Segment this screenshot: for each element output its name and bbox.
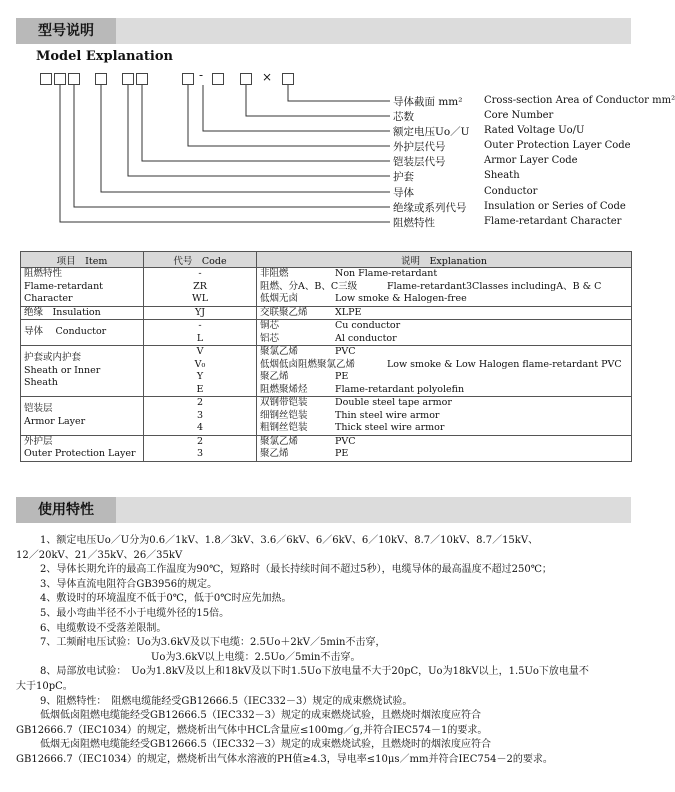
explanation-line xyxy=(257,293,631,306)
explanation-en: Flame-retardant polyolefin xyxy=(335,383,465,395)
explanation-en: XLPE xyxy=(335,306,362,318)
explanation-line xyxy=(257,436,631,449)
table-cell-item xyxy=(21,268,144,307)
explanation-zh: 聚氯乙烯 xyxy=(260,435,299,447)
legend-en-6: Conductor xyxy=(484,186,538,197)
legend-en-8: Flame-retardant Character xyxy=(484,216,622,227)
explanation-zh: 铝芯 xyxy=(260,332,280,344)
item-line: 绝缘 Insulation xyxy=(24,306,101,318)
explanation-zh: 阻燃聚烯烃 xyxy=(260,383,308,395)
table-cell-item xyxy=(21,435,144,461)
legend-en-2: Rated Voltage Uo/U xyxy=(484,125,585,136)
explanation-en: Cu conductor xyxy=(335,320,401,331)
usage-line: 6、电缆敷设不受落差限制。 xyxy=(40,622,167,634)
explanation-line xyxy=(257,320,631,333)
explanation-zh: 交联聚乙烯 xyxy=(260,306,308,318)
explanation-en: Thick steel wire armor xyxy=(335,422,445,433)
usage-line: 大于10pC。 xyxy=(16,680,73,692)
table-row xyxy=(21,435,632,461)
item-line: 导体 Conductor xyxy=(24,326,107,338)
code-line: WL xyxy=(191,293,209,304)
usage-characteristics-list xyxy=(16,534,632,768)
explanation-line xyxy=(257,307,631,320)
model-section-title: 型号说明 xyxy=(16,18,116,44)
usage-line: GB12666.7（IEC1034）的规定，燃烧析出气体中HCL含量应≤100mg／g,并符合IEC574－1的要求。 xyxy=(16,724,488,736)
legend-zh-1: 芯数 xyxy=(393,111,414,123)
item-line: Sheath xyxy=(24,377,58,389)
code-line: 2 xyxy=(196,397,204,408)
model-spec-table xyxy=(20,251,632,462)
table-row xyxy=(21,397,632,436)
item-line: Sheath or Inner xyxy=(24,364,101,376)
legend-zh-8: 阻燃特性 xyxy=(393,217,435,229)
explanation-line xyxy=(257,422,631,435)
explanation-en: Al conductor xyxy=(335,332,397,344)
table-cell-code xyxy=(144,346,257,397)
table-cell-code xyxy=(144,435,257,461)
explanation-en: PVC xyxy=(335,435,356,447)
table-header-code: 代号 Code xyxy=(144,252,257,268)
legend-en-0: Cross-section Area of Conductor mm² xyxy=(484,95,675,106)
explanation-en: Double steel tape armor xyxy=(335,397,452,408)
code-line: 4 xyxy=(196,422,204,433)
model-explanation-title: Model Explanation xyxy=(36,49,173,64)
explanation-line xyxy=(257,410,631,423)
explanation-zh: 双钢带铠装 xyxy=(260,397,308,408)
explanation-en: Flame-retardant3Classes includingA、B & C xyxy=(387,280,602,292)
code-line: - xyxy=(198,268,202,279)
explanation-line xyxy=(257,346,631,359)
item-line: Flame-retardant xyxy=(24,280,104,292)
explanation-line xyxy=(257,359,631,372)
table-cell-item xyxy=(21,397,144,436)
usage-line: 5、最小弯曲半径不小于电缆外径的15倍。 xyxy=(40,607,230,619)
explanation-line xyxy=(257,281,631,294)
explanation-en: PE xyxy=(335,448,349,459)
table-row xyxy=(21,306,632,320)
table-cell-item xyxy=(21,306,144,320)
table-header-item: 项目 Item xyxy=(21,252,144,268)
explanation-line xyxy=(257,268,631,281)
usage-line: 低烟低卤阻燃电缆能经受GB12666.5（IEC332－3）规定的成束燃烧试验，且燃烧时烟浓度应符合 xyxy=(40,710,482,722)
code-line: L xyxy=(196,332,204,344)
explanation-en: Low smoke & Halogen-free xyxy=(335,293,467,304)
legend-en-3: Outer Protection Layer Code xyxy=(484,140,631,151)
table-cell-explanation xyxy=(257,268,632,307)
explanation-en: Low smoke & Low Halogen flame-retardant PVC xyxy=(387,358,622,370)
item-line: 铠装层 xyxy=(24,403,53,415)
explanation-zh: 细钢丝铠装 xyxy=(260,409,308,421)
legend-zh-0: 导体截面 mm² xyxy=(393,96,463,108)
legend-en-4: Armor Layer Code xyxy=(484,155,578,166)
legend-zh-2: 额定电压Uo／U xyxy=(393,126,470,138)
table-cell-code xyxy=(144,268,257,307)
table-cell-item xyxy=(21,346,144,397)
usage-line: 8、局部放电试验： Uo为1.8kV及以上和18kV及以下时1.5Uo下放电量不大于20pC，Uo为18kV以上，1.5Uo下放电量不 xyxy=(40,666,589,678)
code-line: 3 xyxy=(196,448,204,459)
explanation-en: PE xyxy=(335,371,349,382)
legend-en-1: Core Number xyxy=(484,110,554,121)
explanation-zh: 粗钢丝铠装 xyxy=(260,422,308,433)
usage-line: 4、敷设时的环境温度不低于0℃，低于0℃时应先加热。 xyxy=(40,593,292,605)
code-line: E xyxy=(196,383,204,395)
table-cell-explanation xyxy=(257,397,632,436)
item-line: Outer Protection Layer xyxy=(24,448,136,459)
table-cell-explanation xyxy=(257,435,632,461)
explanation-line xyxy=(257,397,631,410)
explanation-en: PVC xyxy=(335,346,356,357)
code-line: 2 xyxy=(196,435,204,447)
explanation-zh: 聚乙烯 xyxy=(260,371,289,382)
table-cell-explanation xyxy=(257,320,632,346)
table-cell-code xyxy=(144,397,257,436)
table-cell-code xyxy=(144,306,257,320)
item-line: Character xyxy=(24,293,73,304)
legend-zh-7: 绝缘或系列代号 xyxy=(393,202,467,214)
table-row xyxy=(21,320,632,346)
explanation-en: Non Flame-retardant xyxy=(335,268,438,279)
item-line: 外护层 xyxy=(24,435,53,447)
legend-zh-6: 导体 xyxy=(393,187,414,199)
code-line: - xyxy=(198,320,202,331)
item-line: 护套或内护套 xyxy=(24,352,82,364)
code-line: YJ xyxy=(194,306,206,318)
usage-section-title: 使用特性 xyxy=(16,497,116,523)
code-line: 3 xyxy=(196,409,204,421)
table-row xyxy=(21,268,632,307)
item-line: 阻燃特性 xyxy=(24,268,63,279)
explanation-zh: 低烟无卤 xyxy=(260,293,299,304)
usage-line: GB12666.7（IEC1034）的规定，燃烧析出气体水溶液的PH值≥4.3，导电率≤10μs／mm并符合IEC754－2的要求。 xyxy=(16,753,553,765)
item-line: Armor Layer xyxy=(24,415,86,427)
code-line: V₀ xyxy=(194,358,206,370)
code-times: × xyxy=(262,70,273,84)
table-cell-explanation xyxy=(257,306,632,320)
explanation-line xyxy=(257,371,631,384)
explanation-zh: 非阻燃 xyxy=(260,268,289,279)
legend-zh-4: 铠装层代号 xyxy=(393,156,446,168)
usage-line: 12／20kV、21／35kV、26／35kV xyxy=(16,549,183,561)
legend-zh-3: 外护层代号 xyxy=(393,141,446,153)
code-line: Y xyxy=(196,371,204,382)
legend-en-7: Insulation or Series of Code xyxy=(484,201,626,212)
code-dash: - xyxy=(199,68,204,82)
explanation-zh: 阻燃、分A、B、C三级 xyxy=(260,280,358,292)
explanation-line xyxy=(257,333,631,346)
explanation-line xyxy=(257,384,631,397)
usage-line: 2、导体长期允许的最高工作温度为90℃，短路时（最长持续时间不超过5秒），电缆导体的最高温度不超过250℃； xyxy=(40,564,552,576)
legend-en-5: Sheath xyxy=(484,170,520,181)
usage-line: 低烟无卤阻燃电缆能经受GB12666.5（IEC332－3）规定的成束燃烧试验，且燃烧时的烟浓度应符合 xyxy=(40,739,492,751)
table-cell-explanation xyxy=(257,346,632,397)
table-header-row xyxy=(21,252,632,268)
explanation-line xyxy=(257,448,631,461)
explanation-zh: 铜芯 xyxy=(260,320,280,331)
table-header-explanation: 说明 Explanation xyxy=(257,252,632,268)
code-line: V xyxy=(196,346,204,357)
usage-line: 1、额定电压Uo／U分为0.6／1kV、1.8／3kV、3.6／6kV、6／6kV、6／10kV、8.7／10kV、8.7／15kV、 xyxy=(40,535,539,546)
usage-section-header xyxy=(16,497,631,523)
legend-zh-5: 护套 xyxy=(393,171,414,183)
usage-line: 7、工频耐电压试验：Uo为3.6kV及以下电缆：2.5Uo＋2kV／5min不击穿， xyxy=(40,637,386,649)
usage-line: 3、导体直流电阻符合GB3956的规定。 xyxy=(40,578,218,590)
usage-line: 9、阻燃特性： 阻燃电缆能经受GB12666.5（IEC332－3）规定的成束燃烧试验。 xyxy=(40,695,413,707)
usage-line: Uo为3.6kV以上电缆：2.5Uo／5min不击穿。 xyxy=(151,651,361,663)
table-cell-code xyxy=(144,320,257,346)
table-row xyxy=(21,346,632,397)
code-line: ZR xyxy=(193,280,207,292)
table-cell-item xyxy=(21,320,144,346)
explanation-zh: 聚氯乙烯 xyxy=(260,346,299,357)
explanation-zh: 聚乙烯 xyxy=(260,448,289,459)
explanation-en: Thin steel wire armor xyxy=(335,409,440,421)
explanation-zh: 低烟低卤阻燃聚氯乙烯 xyxy=(260,358,356,370)
